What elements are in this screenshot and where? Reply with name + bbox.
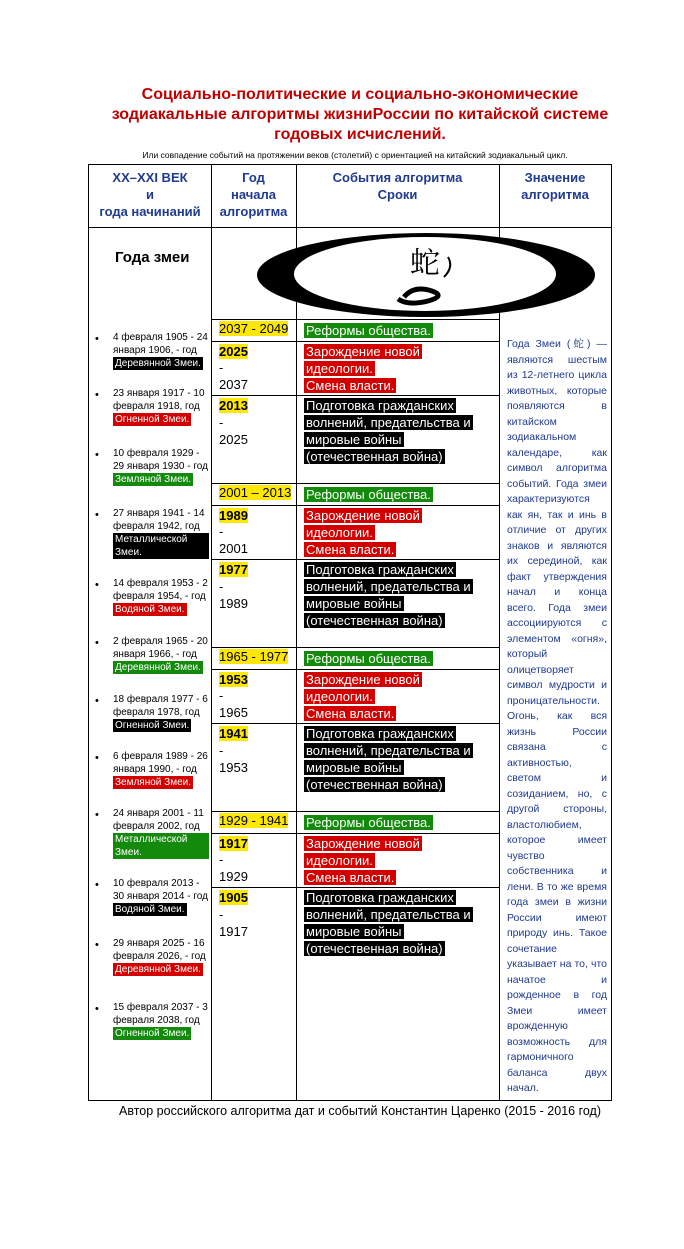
snake-year-item (97, 447, 209, 486)
war-start-year: 1905 (219, 890, 248, 905)
algorithm-meaning-text: Года Змеи (蛇) — являются шестым из 12-летнего цикла животных, которые появляются в китайском зодиакальном календаре, как символ алгоритма событий. Года змеи характеризуются как ян, так и инь в отличие от других знаков и являются их серединой, как факт утверждения начал и конца всего. Года змеи ассоциируются с элементом «огня», который олицетворяет символ мудрости и проницательности. Огонь, как вся жизнь России связана с активностью, светом и созиданием, но, с другой стороны, властолюбием, которое имеет чувство собственника и лени. В то же время года змеи в жизни России имеют природу инь. Такое сочетание указывает на то, что начатое и рожденное в год Змеи имеет врожденную возможность для гармоничного баланса двух начал. (507, 338, 607, 1094)
snake-year-dates: 23 января 1917 - 10 февраля 1918, год (113, 388, 205, 412)
ideology-start-year: 2025 (219, 344, 248, 359)
subtitle-note: Или совпадение событий на протяжении веков (столетий) с ориентацией на китайский зодиакальный цикл. (142, 150, 568, 160)
column-divider (296, 165, 297, 1100)
snake-year-item (97, 507, 209, 559)
bullet-icon: • (95, 637, 99, 649)
event-ideology: Зарождение новой идеологии. Смена власти. (306, 836, 420, 885)
bullet-icon: • (95, 809, 99, 821)
dash-text: - (219, 907, 224, 922)
snake-hieroglyph: 蛇 (410, 246, 440, 281)
snake-year-element-label: Деревянной Змеи. (115, 358, 201, 369)
ideology-start-year: 1989 (219, 508, 248, 523)
reform-years: 1929 - 1941 (219, 813, 289, 828)
snake-year-dates: 10 февраля 1929 - 29 января 1930 - год (113, 448, 208, 472)
event-civil-unrest: Подготовка гражданских волнений, предательства и мировые войны (отечественная война) (306, 398, 471, 464)
snake-year-element-label: Водяной Змеи. (115, 904, 185, 915)
snake-year-dates: 6 февраля 1989 - 26 января 1990, - год (113, 751, 208, 775)
snake-year-item (97, 693, 209, 732)
bullet-icon: • (95, 449, 99, 461)
snake-emblem (294, 237, 556, 311)
bullet-icon: • (95, 1003, 99, 1015)
title-line-1: Социально-политические и социально-экономические (141, 86, 579, 103)
ideology-end-year: 2037 (219, 377, 248, 392)
snake-year-dates: 15 февраля 2037 - 3 февраля 2038, год (113, 1002, 208, 1026)
column-divider (211, 165, 212, 1100)
war-end-year: 1953 (219, 760, 248, 775)
reform-years: 2001 – 2013 (219, 485, 292, 500)
dash-text: - (219, 360, 224, 375)
snake-year-element-label: Деревянной Змеи. (115, 662, 201, 673)
smoke-icon (444, 257, 450, 277)
bullet-icon: • (95, 333, 99, 345)
event-ideology: Зарождение новой идеологии. Смена власти. (306, 672, 420, 721)
event-civil-unrest: Подготовка гражданских волнений, предательства и мировые войны (отечественная война) (306, 890, 471, 956)
event-reform: Реформы общества. (306, 323, 431, 338)
dash-text: - (219, 524, 224, 539)
snake-year-dates: 24 января 2001 - 11 февраля 2002, год (113, 808, 204, 832)
dash-text: - (219, 415, 224, 430)
snake-year-element-label: Огненной Змеи. (115, 1028, 190, 1039)
bullet-icon: • (95, 752, 99, 764)
snake-year-element-label: Земляной Змеи. (115, 474, 192, 485)
ideology-start-year: 1953 (219, 672, 248, 687)
reform-years: 2037 - 2049 (219, 321, 289, 336)
ideology-start-year: 1917 (219, 836, 248, 851)
snake-year-dates: 18 февраля 1977 - 6 февраля 1978, год (113, 694, 208, 718)
snake-year-dates: 27 января 1941 - 14 февраля 1942, год (113, 508, 205, 532)
snake-years-label: Года змеи (115, 249, 190, 266)
snake-year-item (97, 635, 209, 674)
event-reform: Реформы общества. (306, 487, 431, 502)
snake-year-item (97, 750, 209, 789)
author-footer: Автор российского алгоритма дат и событий Константин Царенко (2015 - 2016 год) (119, 1104, 601, 1118)
event-reform: Реформы общества. (306, 815, 431, 830)
ideology-end-year: 1965 (219, 705, 248, 720)
snake-year-item (97, 877, 209, 916)
war-start-year: 2013 (219, 398, 248, 413)
title-line-2: зодиакальные алгоритмы жизниРоссии по китайской системе (111, 106, 609, 123)
snake-year-dates: 29 января 2025 - 16 февраля 2026, - год (113, 938, 206, 962)
dash-text: - (219, 852, 224, 867)
war-end-year: 1917 (219, 924, 248, 939)
event-reform: Реформы общества. (306, 651, 431, 666)
ideology-end-year: 2001 (219, 541, 248, 556)
war-start-year: 1977 (219, 562, 248, 577)
title-line-3: годовых исчислений. (274, 126, 446, 143)
snake-year-element-label: Земляной Змеи. (115, 777, 192, 788)
snake-year-item (97, 577, 209, 616)
reform-years: 1965 - 1977 (219, 649, 289, 664)
snake-year-item (97, 387, 209, 426)
snake-year-item (97, 807, 209, 859)
event-ideology: Зарождение новой идеологии. Смена власти. (306, 344, 420, 393)
snake-year-element-label: Огненной Змеи. (115, 720, 190, 731)
bullet-icon: • (95, 509, 99, 521)
event-ideology: Зарождение новой идеологии. Смена власти. (306, 508, 420, 557)
snake-year-element-label: Огненной Змеи. (115, 414, 190, 425)
header-col-start-year: Год начала алгоритма (219, 170, 288, 219)
bullet-icon: • (95, 695, 99, 707)
header-col-meaning: Значение алгоритма (521, 170, 589, 202)
snake-year-element-label: Металлической Змеи. (113, 833, 209, 859)
snake-year-item (97, 1001, 209, 1040)
snake-year-dates: 14 февраля 1953 - 2 февраля 1954, - год (113, 578, 208, 602)
snake-year-item (97, 937, 209, 976)
dash-text: - (219, 743, 224, 758)
snake-year-element-label: Металлической Змеи. (113, 533, 209, 559)
bullet-icon: • (95, 879, 99, 891)
event-civil-unrest: Подготовка гражданских волнений, предательства и мировые войны (отечественная война) (306, 562, 471, 628)
snake-year-element-label: Деревянной Змеи. (115, 964, 201, 975)
header-col-events: События алгоритма Сроки (332, 170, 463, 202)
algorithm-table (88, 164, 612, 1101)
dash-text: - (219, 688, 224, 703)
page-title (90, 85, 630, 145)
ideology-end-year: 1929 (219, 869, 248, 884)
event-civil-unrest: Подготовка гражданских волнений, предательства и мировые войны (отечественная война) (306, 726, 471, 792)
snake-year-element-label: Водяной Змеи. (115, 604, 185, 615)
bullet-icon: • (95, 579, 99, 591)
dash-text: - (219, 579, 224, 594)
header-divider (89, 227, 611, 228)
war-start-year: 1941 (219, 726, 248, 741)
war-end-year: 2025 (219, 432, 248, 447)
snake-year-item (97, 331, 209, 370)
snake-year-dates: 4 февраля 1905 - 24 января 1906, - год (113, 332, 208, 356)
snake-year-dates: 2 февраля 1965 - 20 января 1966, - год (113, 636, 208, 660)
war-end-year: 1989 (219, 596, 248, 611)
snake-year-dates: 10 февраля 2013 - 30 января 2014 - год (113, 878, 208, 902)
bullet-icon: • (95, 389, 99, 401)
bullet-icon: • (95, 939, 99, 951)
snake-icon (398, 289, 438, 303)
header-col-period: XX–XXI ВЕК и года начинаний (99, 170, 201, 219)
